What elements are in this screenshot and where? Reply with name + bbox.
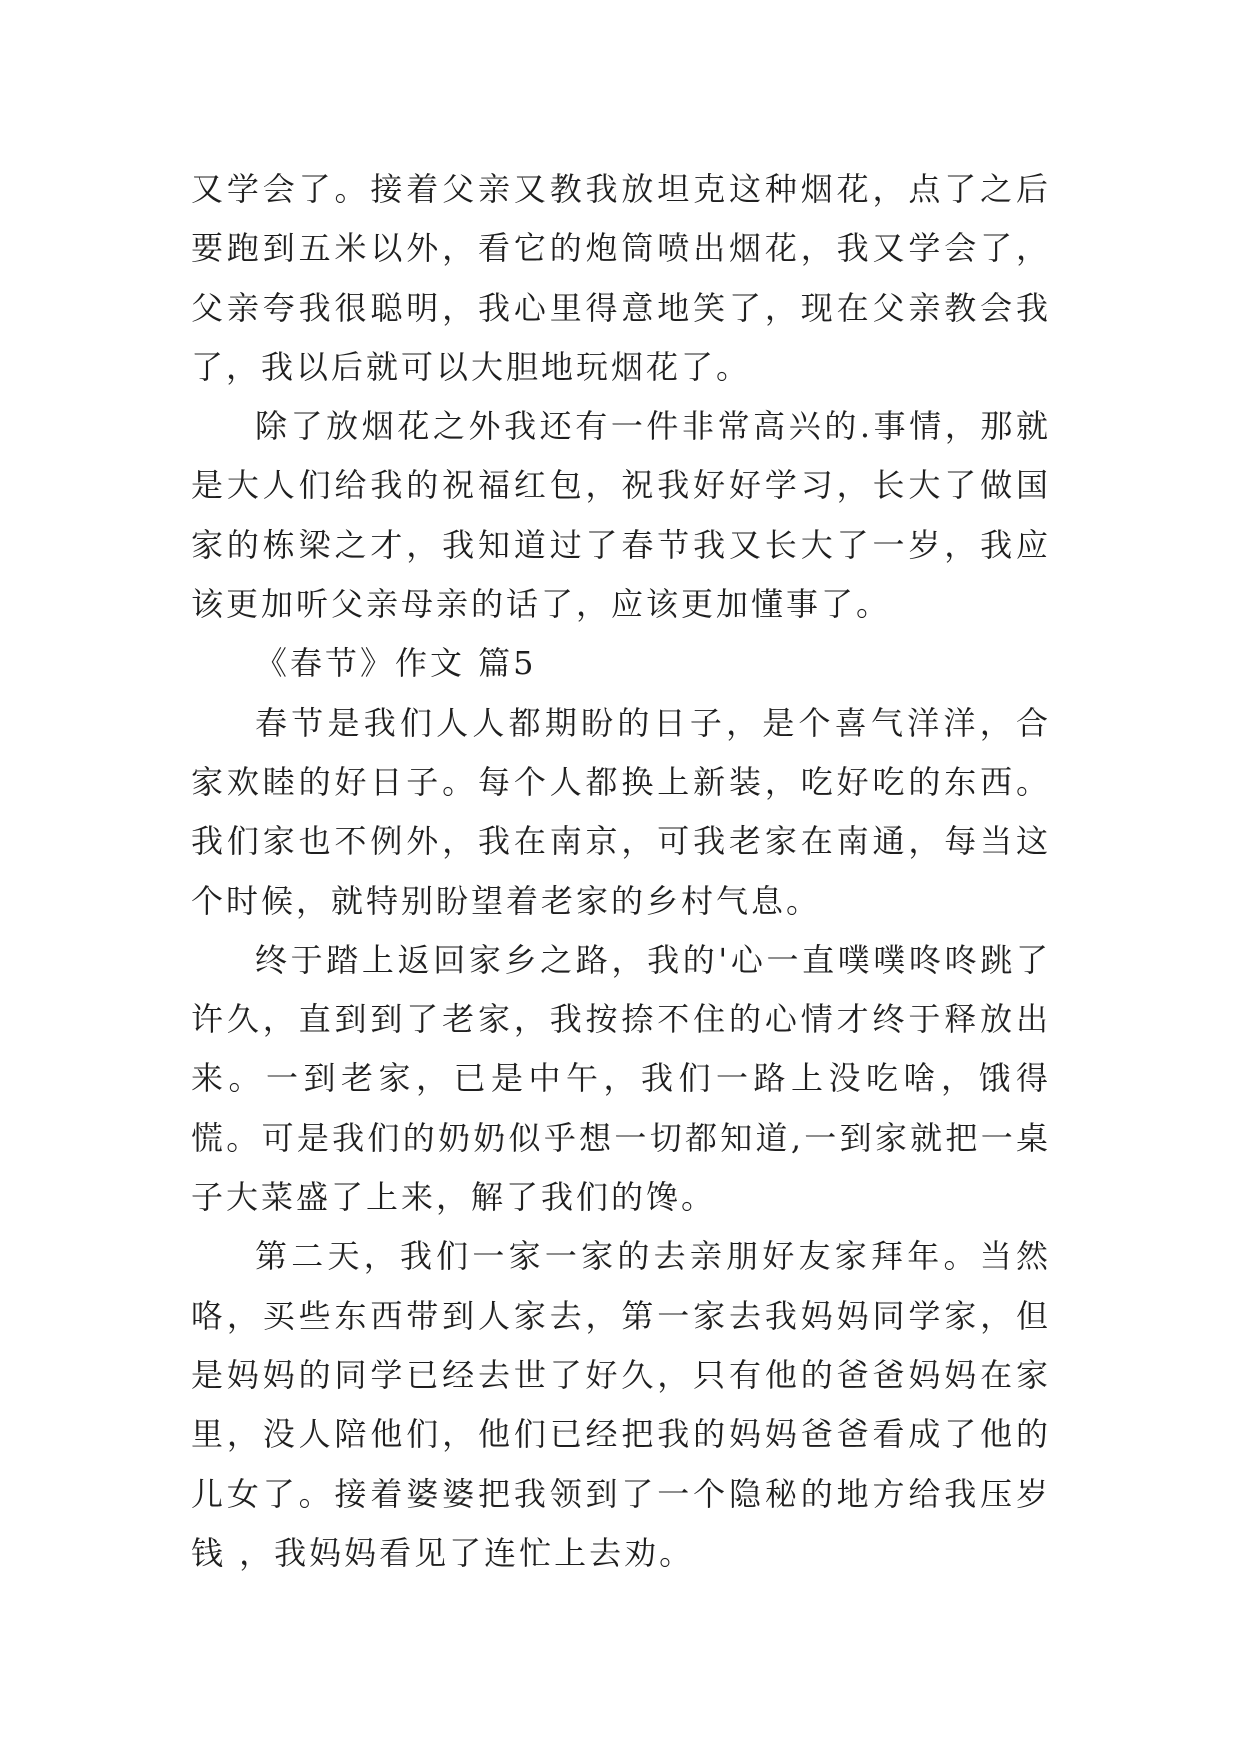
paragraph-continued: 又学会了。接着父亲又教我放坦克这种烟花，点了之后要跑到五米以外，看它的炮筒喷出烟花，我又学会了，父亲夸我很聪明，我心里得意地笑了，现在父亲教会我了，我以后就可以大胆地玩烟花了。: [191, 170, 1051, 386]
paragraph-second-day: 第二天，我们一家一家的去亲朋好友家拜年。当然咯，买些东西带到人家去，第一家去我妈妈同学家，但是妈妈的同学已经去世了好久，只有他的爸爸妈妈在家里，没人陪他们，他们已经把我的妈妈爸爸看成了他的儿女了。接着婆婆把我领到了一个隐秘的地方给我压岁钱 ，我妈妈看见了连忙上去劝。: [191, 1237, 1051, 1572]
paragraph-red-envelope: 除了放烟花之外我还有一件非常高兴的.事情，那就是大人们给我的祝福红包，祝我好好学习，长大了做国家的栋梁之才，我知道过了春节我又长大了一岁，我应该更加听父亲母亲的话了，应该更加懂事了。: [191, 407, 1051, 624]
paragraph-return-home: 终于踏上返回家乡之路，我的'心一直噗噗咚咚跳了许久，直到到了老家，我按捺不住的心情才终于释放出来。一到老家，已是中午，我们一路上没吃啥，饿得慌。可是我们的奶奶似乎想一切都知道,一到家就把一桌子大菜盛了上来，解了我们的馋。: [191, 940, 1051, 1217]
essay-body: [191, 160, 1051, 1583]
essay-heading: 《春节》作文 篇5: [255, 644, 537, 683]
paragraph-spring-festival-intro: 春节是我们人人都期盼的日子，是个喜气洋洋，合家欢睦的好日子。每个人都换上新装，吃好吃的东西。我们家也不例外，我在南京，可我老家在南通，每当这个时候，就特别盼望着老家的乡村气息。: [191, 703, 1051, 920]
